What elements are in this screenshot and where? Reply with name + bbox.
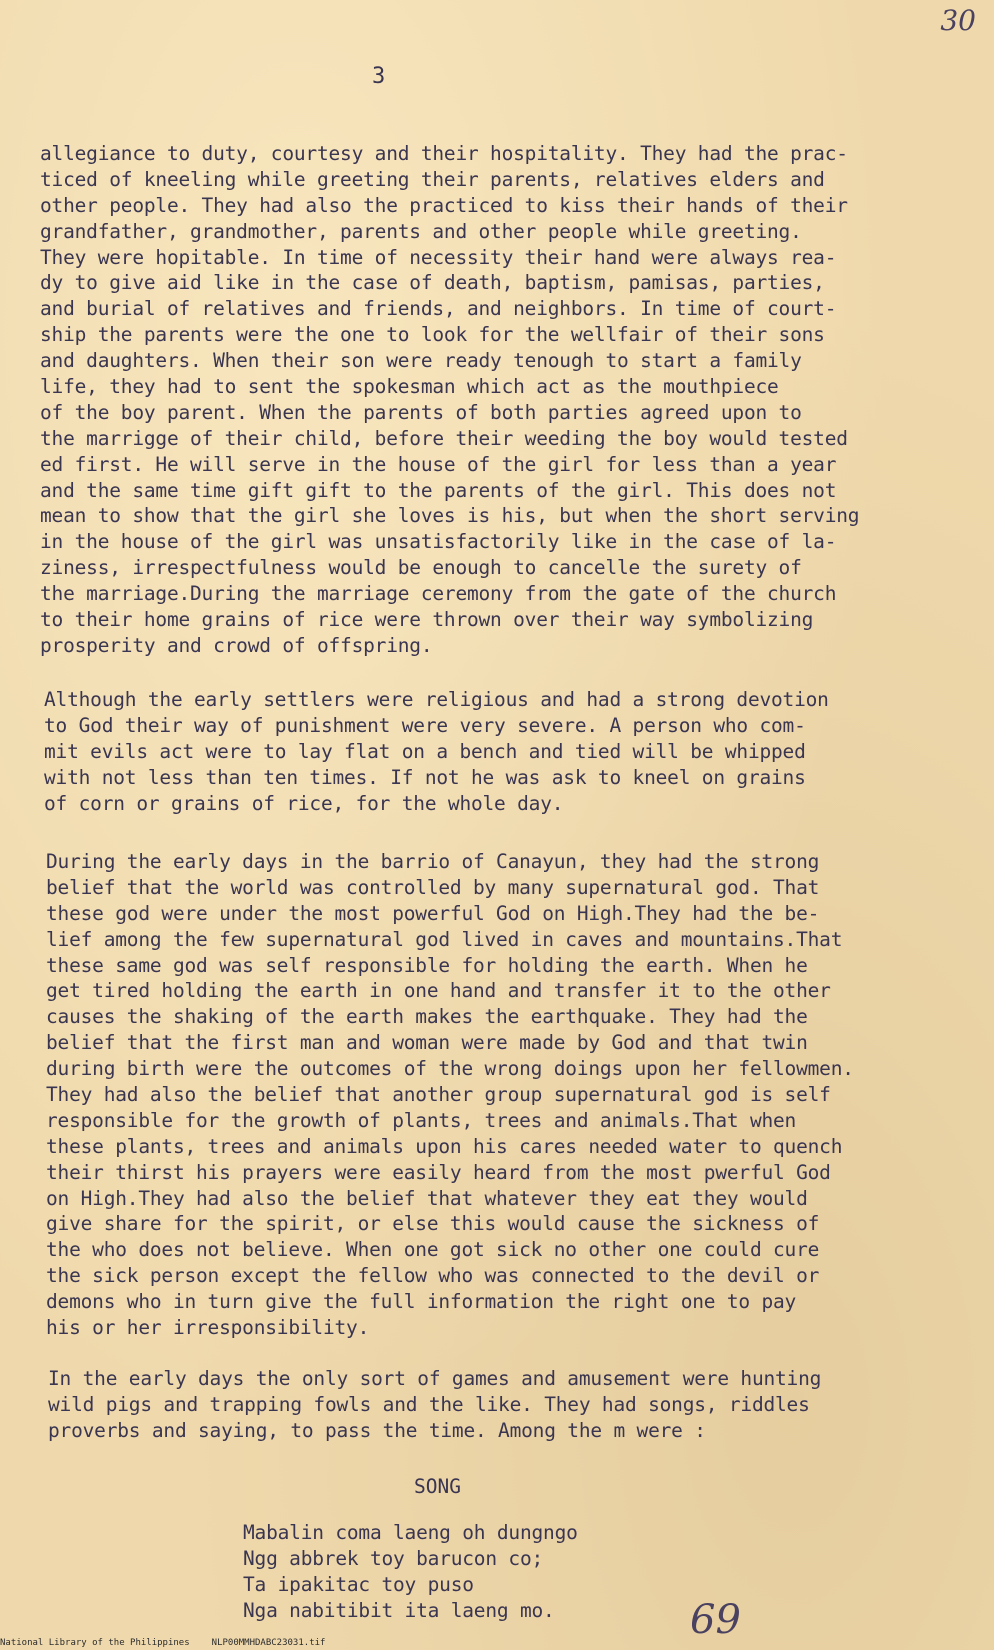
paragraph-amusements bbox=[48, 1366, 988, 1444]
text-line: Although the early settlers were religious and had a strong devotion bbox=[44, 688, 829, 711]
text-line: with not less than ten times. If not he was ask to kneel on grains bbox=[44, 765, 806, 789]
text-line: wild pigs and trapping fowls and the like. They had songs, riddles bbox=[48, 1392, 810, 1416]
text-line: and daughters. When their son were ready tenough to start a family bbox=[40, 349, 802, 373]
text-line: In the early days the only sort of games and amusement were hunting bbox=[48, 1367, 822, 1390]
song-heading: SONG bbox=[414, 1475, 461, 1498]
paragraph-punishment bbox=[44, 687, 984, 816]
text-line: life, they had to sent the spokesman which act as the mouthpiece bbox=[40, 375, 779, 399]
text-line: and burial of relatives and friends, and neighbors. In time of court- bbox=[40, 297, 837, 321]
text-line: these god were under the most powerful God on High.They had the be- bbox=[46, 901, 820, 925]
paragraph-beliefs bbox=[46, 849, 986, 1341]
text-line: the who does not believe. When one got sick no other one could cure bbox=[46, 1238, 820, 1262]
footer-library: National Library of the Philippines bbox=[0, 1638, 190, 1648]
text-line: give share for the spirit, or else this would cause the sickness of bbox=[46, 1212, 820, 1236]
text-line: get tired holding the earth in one hand and transfer it to the other bbox=[46, 979, 831, 1003]
text-line: on High.They had also the belief that whatever they eat they would bbox=[46, 1186, 808, 1210]
text-line: the sick person except the fellow who was connected to the devil or bbox=[46, 1264, 820, 1288]
handwritten-corner-mark: 30 bbox=[940, 4, 976, 37]
text-line: During the early days in the barrio of Canayun, they had the strong bbox=[46, 850, 820, 873]
text-line: their thirst his prayers were easily heard from the most pwerful God bbox=[46, 1160, 831, 1184]
text-line: They were hopitable. In time of necessity their hand were always rea- bbox=[40, 245, 837, 269]
text-line: during birth were the outcomes of the wrong doings upon her fellowmen. bbox=[46, 1057, 854, 1081]
text-line: his or her irresponsibility. bbox=[46, 1316, 370, 1340]
text-line: causes the shaking of the earth makes the earthquake. They had the bbox=[46, 1005, 808, 1029]
scan-footer bbox=[0, 1638, 347, 1648]
text-line: of the boy parent. When the parents of both parties agreed upon to bbox=[40, 400, 802, 424]
text-line: prosperity and crowd of offspring. bbox=[40, 633, 433, 657]
text-line: dy to give aid like in the case of death, baptism, pamisas, parties, bbox=[40, 271, 825, 295]
verse-line: Ngg abbrek toy barucon co; bbox=[243, 1547, 544, 1570]
text-line: lief among the few supernatural god lived in caves and mountains.That bbox=[46, 927, 843, 951]
text-line: allegiance to duty, courtesy and their hospitality. They had the prac- bbox=[40, 142, 848, 165]
text-line: ticed of kneeling while greeting their parents, relatives elders and bbox=[40, 167, 825, 191]
text-line: these same god was self responsible for holding the earth. When he bbox=[46, 953, 808, 977]
handwritten-page-number: 69 bbox=[690, 1597, 741, 1643]
text-line: to God their way of punishment were very severe. A person who com- bbox=[44, 713, 806, 737]
text-line: demons who in turn give the full information the right one to pay bbox=[46, 1290, 797, 1314]
text-line: in the house of the girl was unsatisfactorily like in the case of la- bbox=[40, 530, 837, 554]
text-line: belief that the world was controlled by many supernatural god. That bbox=[46, 875, 820, 899]
text-line: belief that the first man and woman were made by God and that twin bbox=[46, 1031, 808, 1055]
page-number: 3 bbox=[372, 64, 386, 89]
song-verse bbox=[243, 1520, 578, 1624]
text-line: responsible for the growth of plants, trees and animals.That when bbox=[46, 1108, 797, 1132]
text-line: of corn or grains of rice, for the whole day. bbox=[44, 791, 564, 815]
verse-line: Nga nabitibit ita laeng mo. bbox=[243, 1599, 555, 1622]
text-line: proverbs and saying, to pass the time. Among the m were : bbox=[48, 1418, 706, 1442]
text-line: these plants, trees and animals upon his cares needed water to quench bbox=[46, 1134, 843, 1158]
text-line: They had also the belief that another group supernatural god is self bbox=[46, 1083, 831, 1107]
text-line: grandfather, grandmother, parents and other people while greeting. bbox=[40, 219, 802, 243]
footer-filename: NLP00MMHDABC23031.tif bbox=[211, 1638, 326, 1648]
text-line: to their home grains of rice were thrown over their way symbolizing bbox=[40, 608, 814, 632]
text-line: the marrigge of their child, before their weeding the boy would tested bbox=[40, 426, 848, 450]
text-line: other people. They had also the practiced to kiss their hands of their bbox=[40, 193, 848, 217]
text-line: mit evils act were to lay flat on a bench and tied will be whipped bbox=[44, 739, 806, 763]
text-line: ship the parents were the one to look for the wellfair of their sons bbox=[40, 323, 825, 347]
text-line: the marriage.During the marriage ceremony from the gate of the church bbox=[40, 582, 837, 606]
text-line: and the same time gift gift to the parents of the girl. This does not bbox=[40, 478, 837, 502]
verse-line: Mabalin coma laeng oh dungngo bbox=[243, 1521, 578, 1544]
text-line: ziness, irrespectfulness would be enough to cancelle the surety of bbox=[40, 556, 802, 580]
verse-line: Ta ipakitac toy puso bbox=[243, 1573, 474, 1596]
text-line: mean to show that the girl she loves is his, but when the short serving bbox=[40, 504, 860, 528]
paragraph-customs bbox=[40, 141, 980, 659]
text-line: ed first. He will serve in the house of the girl for less than a year bbox=[40, 452, 837, 476]
